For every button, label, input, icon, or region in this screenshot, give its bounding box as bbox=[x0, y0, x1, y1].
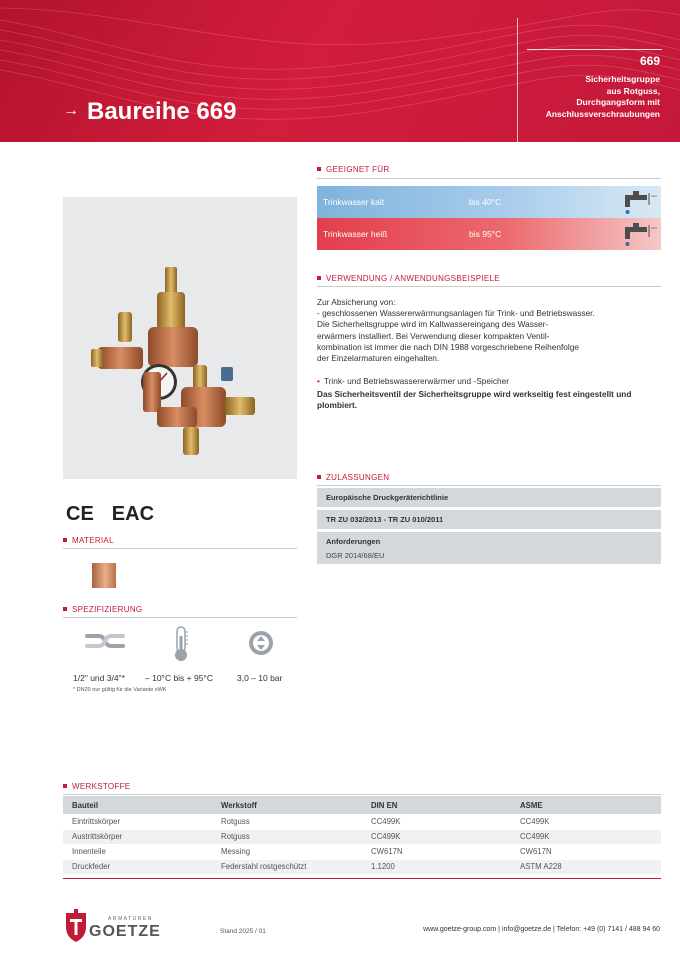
approval-title: Anforderungen bbox=[326, 537, 381, 546]
thermometer-icon bbox=[172, 626, 190, 662]
usage-bullet bbox=[317, 376, 509, 386]
material-swatch-bronze bbox=[92, 563, 116, 588]
spec-pressure-range: 3,0 – 10 bar bbox=[237, 673, 283, 683]
section-heading-material: MATERIAL bbox=[63, 536, 114, 545]
column-header: DIN EN bbox=[362, 796, 511, 814]
approval-title: TR ZU 032/2013 - TR ZU 010/2011 bbox=[326, 515, 444, 524]
arrow-right-icon: → bbox=[63, 102, 79, 119]
table-row bbox=[63, 814, 661, 829]
product-description-line: Anschlussverschraubungen bbox=[545, 108, 660, 119]
series-number: 669 bbox=[639, 54, 660, 68]
section-divider bbox=[63, 548, 297, 549]
footer-contact[interactable]: www.goetze-group.com | info@goetze.de | Telefon: +49 (0) 7141 / 488 94 60 bbox=[423, 926, 660, 933]
approval-row bbox=[317, 510, 661, 529]
table-row bbox=[63, 844, 661, 859]
column-header: Werkstoff bbox=[212, 796, 362, 814]
approval-row bbox=[317, 488, 661, 507]
page-title bbox=[63, 98, 236, 126]
logo-subtitle: ARMATUREN bbox=[108, 916, 153, 922]
spec-connection-size: 1/2" und 3/4"* bbox=[73, 673, 125, 683]
connection-size-icon bbox=[85, 630, 125, 652]
table-cell: Druckfeder bbox=[63, 859, 212, 874]
table-cell: Innenteile bbox=[63, 844, 212, 859]
usage-text-line: Zur Absicherung von: bbox=[317, 297, 396, 307]
usage-text-line: der Einzelarmaturen eingehalten. bbox=[317, 353, 440, 364]
certification-marks bbox=[66, 503, 172, 526]
section-divider bbox=[63, 617, 297, 618]
table-cell: CW617N bbox=[362, 844, 511, 859]
product-description bbox=[510, 74, 660, 120]
usage-text-line: kombination ist immer die nach DIN 1988 vorgeschriebene Reihenfolge bbox=[317, 341, 579, 352]
medium-temperature: bis 40°C bbox=[469, 197, 502, 207]
usage-text-line: - geschlossenen Wassererwärmungsanlagen für Trink- und Betriebswasser. bbox=[317, 308, 595, 319]
product-description-line: Durchgangsform mit bbox=[576, 97, 660, 107]
pressure-gauge-icon bbox=[248, 630, 274, 656]
column-header: Bauteil bbox=[63, 796, 212, 814]
table-row bbox=[63, 829, 661, 844]
column-header: ASME bbox=[511, 796, 661, 814]
approval-row bbox=[317, 532, 661, 564]
medium-row-cold bbox=[317, 186, 661, 218]
table-cell: CC499K bbox=[511, 814, 661, 829]
logo-brand: GOETZE bbox=[89, 923, 161, 940]
table-header-row bbox=[63, 796, 661, 814]
usage-bullet-text: Trink- und Betriebswassererwärmer und -Speicher bbox=[323, 376, 509, 386]
goetze-shield-icon bbox=[65, 909, 87, 943]
approval-subtitle: DGR 2014/68/EU bbox=[326, 551, 385, 560]
product-description-line: Sicherheitsgruppe bbox=[585, 74, 660, 84]
section-divider bbox=[317, 286, 661, 287]
safety-group-valve-image bbox=[63, 197, 297, 479]
table-cell: CC499K bbox=[511, 829, 661, 844]
medium-label: Trinkwasser heiß bbox=[323, 229, 388, 239]
table-row bbox=[63, 859, 661, 874]
section-heading-specification: SPEZIFIZIERUNG bbox=[63, 605, 142, 614]
table-cell: Rotguss bbox=[212, 829, 362, 844]
eac-mark-icon: EAC bbox=[111, 503, 155, 525]
usage-text-line: erwärmers installiert. Bei Verwendung dieser kompakten Ventil- bbox=[317, 330, 550, 341]
company-logo[interactable] bbox=[65, 909, 161, 945]
header-banner bbox=[0, 0, 680, 142]
table-cell: Federstahl rostgeschützt bbox=[212, 859, 362, 874]
table-cell: CC499K bbox=[362, 829, 511, 844]
table-cell: CC499K bbox=[362, 814, 511, 829]
table-cell: CW617N bbox=[511, 844, 661, 859]
usage-bold-note: Das Sicherheitsventil der Sicherheitsgruppe wird werkseitig fest eingestellt und plombiert. bbox=[317, 389, 632, 411]
table-cell: Eintrittskörper bbox=[63, 814, 212, 829]
bullet-icon: • bbox=[317, 376, 320, 386]
medium-label: Trinkwasser kalt bbox=[323, 197, 385, 207]
page-title-text: Baureihe 669 bbox=[87, 98, 237, 125]
medium-row-hot bbox=[317, 218, 661, 250]
section-heading-usage: VERWENDUNG / ANWENDUNGSBEISPIELE bbox=[317, 274, 500, 283]
hot-water-tap-icon bbox=[621, 220, 659, 248]
medium-temperature: bis 95°C bbox=[469, 229, 502, 239]
header-divider-horizontal bbox=[527, 49, 662, 50]
product-photo bbox=[63, 197, 297, 479]
materials-table bbox=[63, 796, 661, 875]
table-cell: Messing bbox=[212, 844, 362, 859]
section-heading-suitable-for: GEEIGNET FÜR bbox=[317, 165, 389, 174]
section-heading-approvals: ZULASSUNGEN bbox=[317, 473, 389, 482]
section-divider bbox=[317, 178, 661, 179]
table-cell: 1.1200 bbox=[362, 859, 511, 874]
cold-water-tap-icon bbox=[621, 188, 659, 216]
usage-text-line: Die Sicherheitsgruppe wird im Kaltwassereingang des Wasser- bbox=[317, 319, 549, 330]
spec-footnote: * DN20 nur gültig für die Variante xWK bbox=[73, 687, 167, 693]
approval-title: Europäische Druckgeräterichtlinie bbox=[326, 493, 449, 502]
table-cell: Rotguss bbox=[212, 814, 362, 829]
section-heading-materials: WERKSTOFFE bbox=[63, 782, 130, 791]
table-cell: Austrittskörper bbox=[63, 829, 212, 844]
document-date: Stand 2025 / 01 bbox=[220, 928, 266, 935]
ce-mark-icon: CE bbox=[66, 503, 94, 525]
section-divider bbox=[63, 794, 661, 795]
spec-temperature-range: – 10°C bis + 95°C bbox=[145, 673, 213, 683]
section-divider bbox=[317, 485, 661, 486]
usage-description bbox=[317, 297, 663, 364]
table-cell: ASTM A228 bbox=[511, 859, 661, 874]
product-description-line: aus Rotguss, bbox=[606, 85, 660, 96]
table-bottom-rule bbox=[63, 878, 661, 879]
